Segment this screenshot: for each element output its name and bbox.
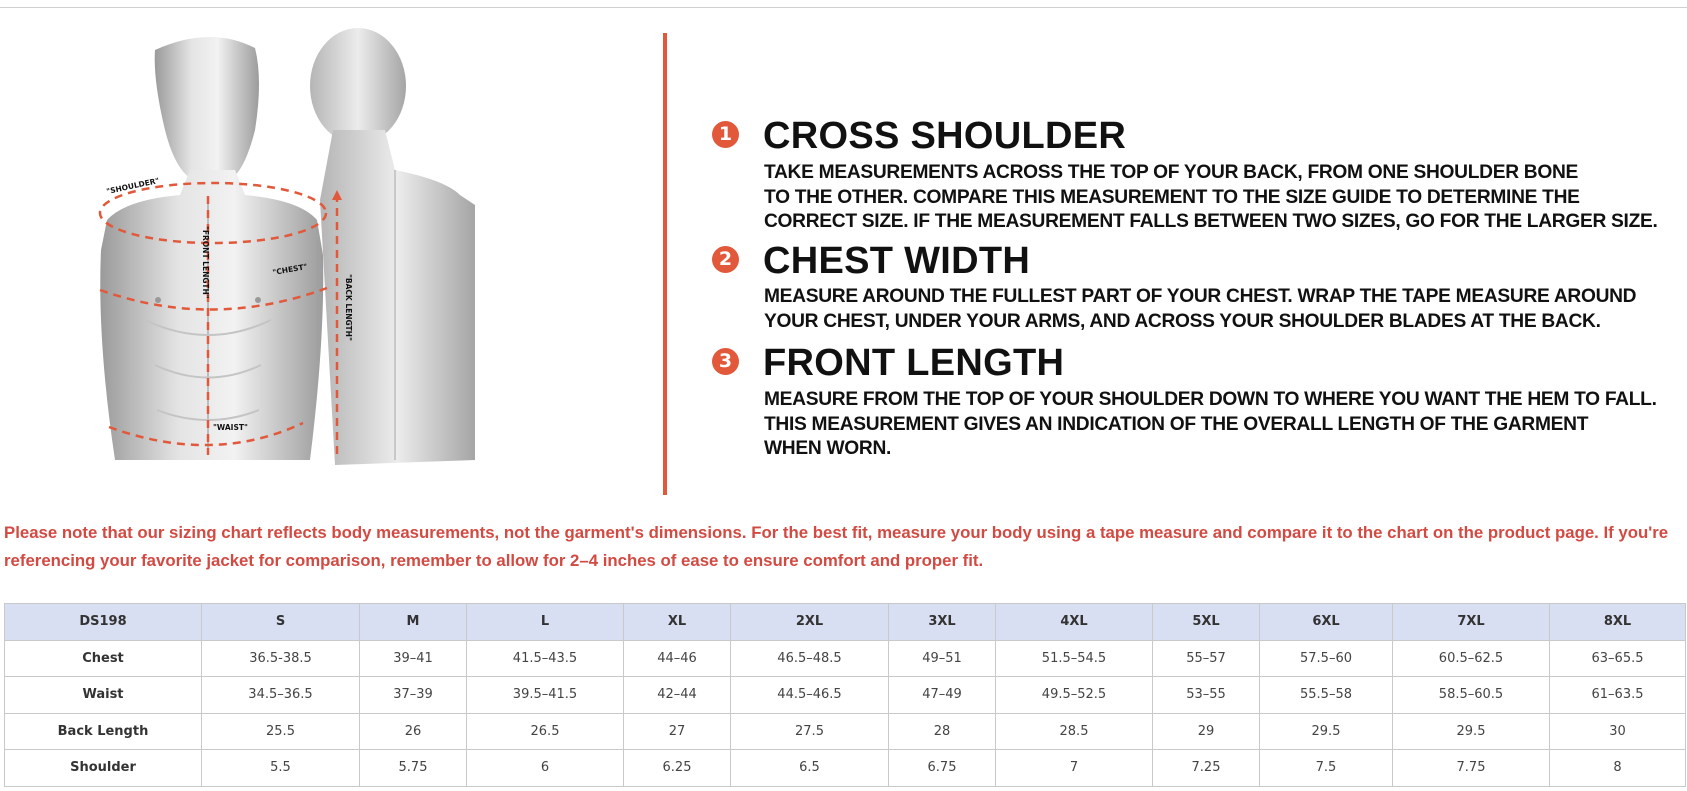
table-cell: 57.5–60 [1260,640,1393,677]
table-cell: 8 [1550,750,1686,787]
table-cell: 44.5–46.5 [731,677,889,714]
waist-label: "WAIST" [213,423,248,432]
table-cell: 41.5–43.5 [467,640,624,677]
table-row [5,677,1686,714]
sizing-note: Please note that our sizing chart reflects body measurements, not the garment's dimensions. For the best fit, measure your body using a tape measure and compare it to the chart on the product page. If you're referencing your favorite jacket for comparison, remember to allow for 2–4 inches of ease to ensure comfort and proper fit. [4,523,1669,570]
table-cell: 34.5–36.5 [202,677,360,714]
table-header-size: 3XL [889,604,996,641]
instruction-line: TAKE MEASUREMENTS ACROSS THE TOP OF YOUR BACK, FROM ONE SHOULDER BONE [764,162,1579,183]
front-figure [100,37,323,460]
table-header-size: M [360,604,467,641]
table-cell: 26.5 [467,713,624,750]
table-cell: 44–46 [624,640,731,677]
table-header-size: S [202,604,360,641]
instruction-line: CORRECT SIZE. IF THE MEASUREMENT FALLS BETWEEN TWO SIZES, GO FOR THE LARGER SIZE. [764,211,1658,232]
table-cell: 49.5–52.5 [996,677,1153,714]
table-header-size: 8XL [1550,604,1686,641]
table-row [5,750,1686,787]
table-cell: 49–51 [889,640,996,677]
table-cell: 61–63.5 [1550,677,1686,714]
table-row [5,640,1686,677]
back-figure [310,28,475,465]
table-header-model: DS198 [5,604,202,641]
table-header-size: 6XL [1260,604,1393,641]
instruction-body [764,388,1657,462]
table-cell: 60.5–62.5 [1393,640,1550,677]
instruction-body [764,161,1658,235]
row-label: Chest [5,640,202,677]
table-cell: 7.5 [1260,750,1393,787]
table-cell: 39.5–41.5 [467,677,624,714]
table-cell: 26 [360,713,467,750]
table-header-size: L [467,604,624,641]
table-cell: 58.5–60.5 [1393,677,1550,714]
table-cell: 47–49 [889,677,996,714]
row-label: Waist [5,677,202,714]
instruction-heading: FRONT LENGTH [763,342,1065,384]
table-cell: 7.75 [1393,750,1550,787]
table-cell: 29.5 [1260,713,1393,750]
top-divider [0,7,1687,8]
table-cell: 7.25 [1153,750,1260,787]
body-measurement-figure [95,20,490,480]
instruction-body [764,285,1636,334]
vertical-divider [663,33,667,495]
table-cell: 46.5–48.5 [731,640,889,677]
table-cell: 28.5 [996,713,1153,750]
table-cell: 53–55 [1153,677,1260,714]
front-length-label: "FRONT LENGTH" [201,226,210,299]
instruction-line: THIS MEASUREMENT GIVES AN INDICATION OF THE OVERALL LENGTH OF THE GARMENT [764,413,1589,435]
table-cell: 55–57 [1153,640,1260,677]
step-number-icon: 3 [712,348,739,375]
table-cell: 28 [889,713,996,750]
table-cell: 27.5 [731,713,889,750]
table-header-size: 2XL [731,604,889,641]
table-cell: 39–41 [360,640,467,677]
table-cell: 6.25 [624,750,731,787]
table-cell: 55.5–58 [1260,677,1393,714]
size-chart-table [4,603,1686,787]
instruction-heading: CHEST WIDTH [763,240,1031,282]
table-header-size: 5XL [1153,604,1260,641]
table-cell: 6 [467,750,624,787]
instruction-line: YOUR CHEST, UNDER YOUR ARMS, AND ACROSS YOUR SHOULDER BLADES AT THE BACK. [764,310,1601,332]
instruction-line: MEASURE FROM THE TOP OF YOUR SHOULDER DOWN TO WHERE YOU WANT THE HEM TO FALL. [764,389,1657,410]
table-cell: 5.5 [202,750,360,787]
table-cell: 27 [624,713,731,750]
step-number-icon: 1 [712,121,739,148]
table-cell: 7 [996,750,1153,787]
back-length-label: "BACK LENGTH" [344,274,353,341]
table-header-size: 7XL [1393,604,1550,641]
table-cell: 42–44 [624,677,731,714]
table-cell: 25.5 [202,713,360,750]
shoulder-label: "SHOULDER" [105,175,161,196]
table-header-size: 4XL [996,604,1153,641]
instruction-heading: CROSS SHOULDER [763,115,1127,157]
instruction-line: TO THE OTHER. COMPARE THIS MEASUREMENT TO THE SIZE GUIDE TO DETERMINE THE [764,186,1580,208]
row-label: Back Length [5,713,202,750]
table-cell: 36.5-38.5 [202,640,360,677]
row-label: Shoulder [5,750,202,787]
table-cell: 5.75 [360,750,467,787]
table-cell: 37–39 [360,677,467,714]
table-cell: 29.5 [1393,713,1550,750]
chest-label: "CHEST" [271,261,309,277]
table-cell: 63–65.5 [1550,640,1686,677]
table-cell: 6.75 [889,750,996,787]
table-cell: 51.5–54.5 [996,640,1153,677]
table-cell: 6.5 [731,750,889,787]
table-cell: 29 [1153,713,1260,750]
step-number-icon: 2 [712,246,739,273]
instruction-line: WHEN WORN. [764,438,892,459]
table-header-row [5,604,1686,641]
instruction-line: MEASURE AROUND THE FULLEST PART OF YOUR CHEST. WRAP THE TAPE MEASURE AROUND [764,286,1637,307]
table-row [5,713,1686,750]
table-cell: 30 [1550,713,1686,750]
table-header-size: XL [624,604,731,641]
